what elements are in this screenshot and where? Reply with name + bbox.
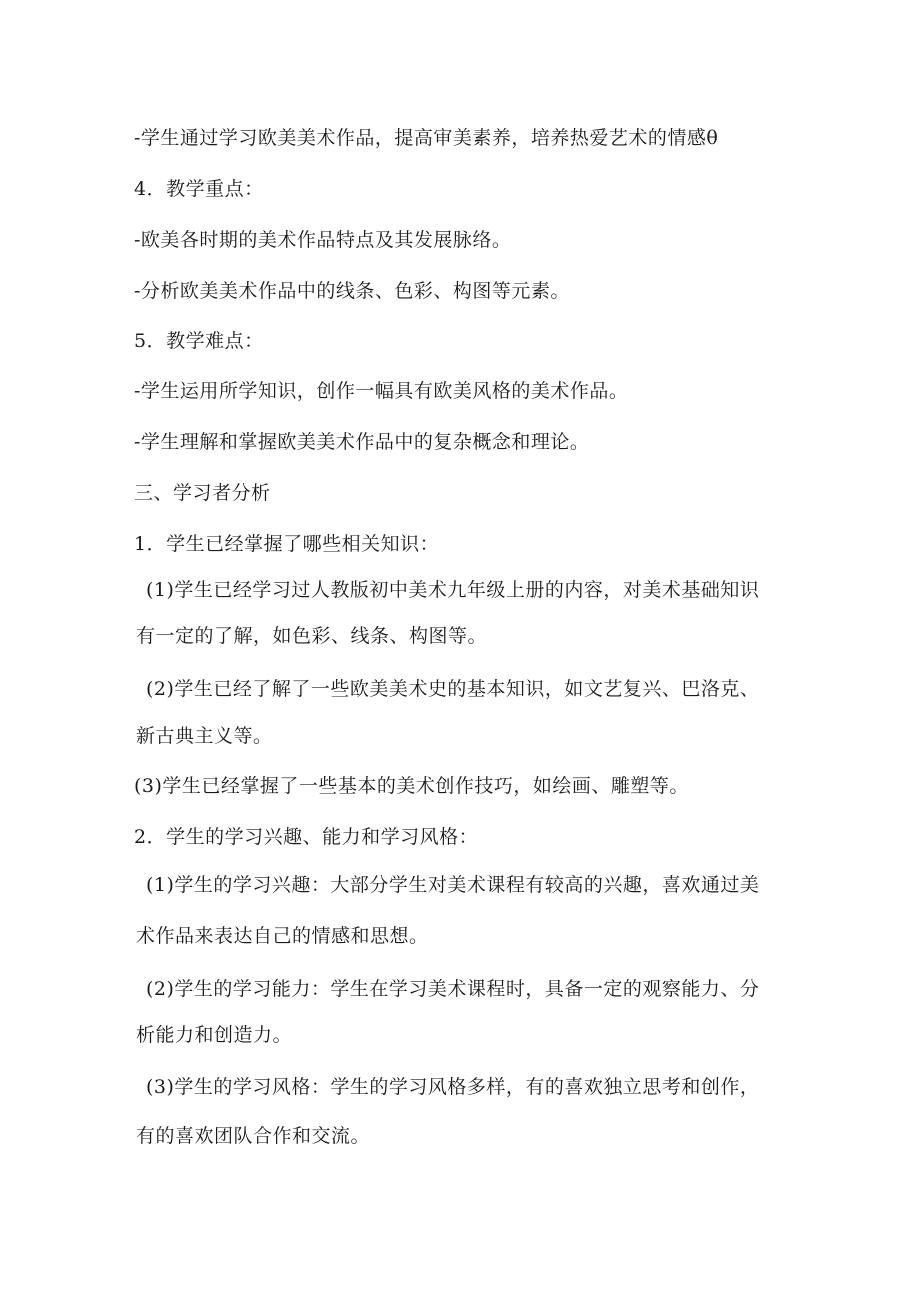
section-heading: 三、学习者分析 bbox=[134, 482, 271, 504]
text-line: 有一定的了解，如色彩、线条、构图等。 bbox=[136, 625, 488, 647]
text-line: (2)学生的学习能力：学生在学习美术课程时，具备一定的观察能力、分 bbox=[146, 978, 760, 1000]
subsection-heading: 2．学生的学习兴趣、能力和学习风格： bbox=[134, 826, 479, 848]
subsection-heading: 1．学生已经掌握了哪些相关知识： bbox=[134, 533, 440, 555]
text-line: 新古典主义等。 bbox=[136, 725, 273, 747]
text-line: (2)学生已经了解了一些欧美美术史的基本知识，如文艺复兴、巴洛克、 bbox=[146, 678, 760, 700]
text-line: (1)学生已经学习过人教版初中美术九年级上册的内容，对美术基础知识 bbox=[146, 579, 760, 601]
text-line: -学生运用所学知识，创作一幅具有欧美风格的美术作品。 bbox=[134, 380, 629, 402]
section-heading: 5．教学难点： bbox=[134, 330, 264, 352]
text-line: 术作品来表达自己的情感和思想。 bbox=[136, 925, 429, 947]
text-line: 有的喜欢团队合作和交流。 bbox=[136, 1125, 371, 1147]
text-line: (3)学生的学习风格：学生的学习风格多样，有的喜欢独立思考和创作， bbox=[146, 1076, 760, 1098]
text-line: -学生通过学习欧美美术作品，提高审美素养，培养热爱艺术的情感θ bbox=[134, 127, 719, 149]
text-line: 析能力和创造力。 bbox=[136, 1024, 293, 1046]
text-line: (1)学生的学习兴趣：大部分学生对美术课程有较高的兴趣，喜欢通过美 bbox=[146, 874, 760, 896]
text-line: -学生理解和掌握欧美美术作品中的复杂概念和理论。 bbox=[134, 431, 590, 453]
text-line: -分析欧美美术作品中的线条、色彩、构图等元素。 bbox=[134, 280, 570, 302]
text-line: (3)学生已经掌握了一些基本的美术创作技巧，如绘画、雕塑等。 bbox=[134, 775, 689, 797]
section-heading: 4．教学重点： bbox=[134, 178, 264, 200]
text-line: -欧美各时期的美术作品特点及其发展脉络。 bbox=[134, 229, 512, 251]
